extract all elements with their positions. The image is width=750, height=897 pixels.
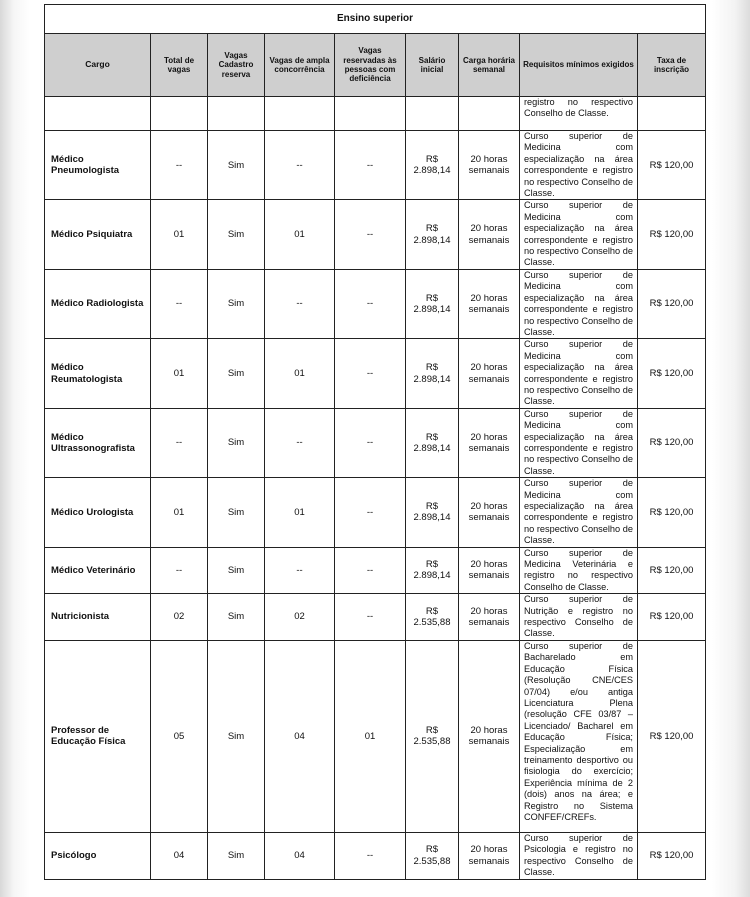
- cell-salario: R$ 2.898,14: [406, 547, 459, 594]
- cell-taxa: R$ 120,00: [638, 640, 706, 832]
- cell-ampla-concorrencia: --: [265, 408, 335, 477]
- header-row: [45, 34, 706, 97]
- continuation-requisitos: registro no respectivo Conselho de Classe.: [520, 97, 638, 131]
- cell-pcd: --: [335, 131, 406, 200]
- continuation-row: [45, 97, 706, 131]
- cell-requisitos: Curso superior de Medicina com especialização na área correspondente e registro no respectivo Conselho de Classe.: [520, 269, 638, 338]
- table-row: [45, 478, 706, 547]
- cell-total-vagas: 01: [151, 339, 208, 408]
- cell-cadastro-reserva: Sim: [208, 547, 265, 594]
- cell-cadastro-reserva: Sim: [208, 131, 265, 200]
- cell-cargo: Nutricionista: [45, 594, 151, 641]
- cell-total-vagas: --: [151, 131, 208, 200]
- cell-carga: 20 horas semanais: [459, 131, 520, 200]
- cell-cargo: Médico Veterinário: [45, 547, 151, 594]
- cell-cadastro-reserva: Sim: [208, 269, 265, 338]
- cell-ampla-concorrencia: 02: [265, 594, 335, 641]
- cell-requisitos: Curso superior de Medicina com especialização na área correspondente e registro no respectivo Conselho de Classe.: [520, 200, 638, 269]
- cell-cargo: Médico Reumatologista: [45, 339, 151, 408]
- cell-total-vagas: --: [151, 408, 208, 477]
- cell-requisitos: Curso superior de Medicina Veterinária e registro no respectivo Conselho de Classe.: [520, 547, 638, 594]
- header-taxa: Taxa de inscrição: [638, 34, 706, 97]
- table-row: [45, 640, 706, 832]
- cell-taxa: R$ 120,00: [638, 594, 706, 641]
- header-pcd: Vagas reservadas às pessoas com deficiência: [335, 34, 406, 97]
- cell-carga: 20 horas semanais: [459, 200, 520, 269]
- cell-cadastro-reserva: Sim: [208, 339, 265, 408]
- table-row: [45, 832, 706, 879]
- cell-salario: R$ 2.898,14: [406, 478, 459, 547]
- cell-carga: 20 horas semanais: [459, 408, 520, 477]
- cell-ampla-concorrencia: --: [265, 547, 335, 594]
- cell-ampla-concorrencia: 01: [265, 339, 335, 408]
- header-ampla-concorrencia: Vagas de ampla concorrência: [265, 34, 335, 97]
- cell-salario: R$ 2.898,14: [406, 408, 459, 477]
- cell-pcd: --: [335, 339, 406, 408]
- cell-ampla-concorrencia: 04: [265, 640, 335, 832]
- cell-pcd: 01: [335, 640, 406, 832]
- vacancy-table: [44, 4, 706, 880]
- table-row: [45, 547, 706, 594]
- table-row: [45, 269, 706, 338]
- cell-requisitos: Curso superior de Medicina com especialização na área correspondente e registro no respectivo Conselho de Classe.: [520, 131, 638, 200]
- cell-taxa: R$ 120,00: [638, 478, 706, 547]
- table-row: [45, 339, 706, 408]
- cell-carga: 20 horas semanais: [459, 640, 520, 832]
- cell-cadastro-reserva: Sim: [208, 594, 265, 641]
- cell-cadastro-reserva: Sim: [208, 640, 265, 832]
- table-title: Ensino superior: [45, 5, 706, 34]
- cell-cadastro-reserva: Sim: [208, 478, 265, 547]
- cell-salario: R$ 2.535,88: [406, 594, 459, 641]
- cell-cadastro-reserva: Sim: [208, 832, 265, 879]
- cell-carga: 20 horas semanais: [459, 832, 520, 879]
- cell-ampla-concorrencia: --: [265, 131, 335, 200]
- cell-total-vagas: --: [151, 269, 208, 338]
- cell-total-vagas: 05: [151, 640, 208, 832]
- cell-requisitos: Curso superior de Bacharelado em Educação Física (Resolução CNE/CES 07/04) e/ou antiga Licenciatura Plena (resolução CFE 03/87 – Licenciado/ Bacharel em Educação Física; Especialização em treinamento desportivo ou fisiologia do exercício; Experiência mínima de 2 (dois) anos na área; e Registro no Sistema CONFEF/CREFs.: [520, 640, 638, 832]
- cell-requisitos: Curso superior de Medicina com especialização na área correspondente e registro no respectivo Conselho de Classe.: [520, 339, 638, 408]
- cell-total-vagas: 01: [151, 478, 208, 547]
- cell-salario: R$ 2.535,88: [406, 832, 459, 879]
- cell-ampla-concorrencia: 01: [265, 200, 335, 269]
- cell-taxa: R$ 120,00: [638, 200, 706, 269]
- cell-carga: 20 horas semanais: [459, 594, 520, 641]
- cell-taxa: R$ 120,00: [638, 547, 706, 594]
- cell-requisitos: Curso superior de Nutrição e registro no respectivo Conselho de Classe.: [520, 594, 638, 641]
- cell-salario: R$ 2.898,14: [406, 339, 459, 408]
- cell-ampla-concorrencia: --: [265, 269, 335, 338]
- cell-cargo: Médico Urologista: [45, 478, 151, 547]
- cell-pcd: --: [335, 594, 406, 641]
- cell-pcd: --: [335, 832, 406, 879]
- table-row: [45, 131, 706, 200]
- cell-carga: 20 horas semanais: [459, 478, 520, 547]
- table-row: [45, 200, 706, 269]
- cell-cargo: Médico Ultrassonografista: [45, 408, 151, 477]
- cell-taxa: R$ 120,00: [638, 408, 706, 477]
- cell-cargo: Médico Psiquiatra: [45, 200, 151, 269]
- cell-requisitos: Curso superior de Medicina com especialização na área correspondente e registro no respectivo Conselho de Classe.: [520, 478, 638, 547]
- cell-total-vagas: 01: [151, 200, 208, 269]
- cell-carga: 20 horas semanais: [459, 547, 520, 594]
- cell-taxa: R$ 120,00: [638, 339, 706, 408]
- cell-taxa: R$ 120,00: [638, 832, 706, 879]
- cell-cargo: Professor de Educação Física: [45, 640, 151, 832]
- cell-pcd: --: [335, 547, 406, 594]
- cell-cargo: Psicólogo: [45, 832, 151, 879]
- cell-cadastro-reserva: Sim: [208, 200, 265, 269]
- cell-pcd: --: [335, 478, 406, 547]
- cell-requisitos: Curso superior de Psicologia e registro no respectivo Conselho de Classe.: [520, 832, 638, 879]
- cell-ampla-concorrencia: 01: [265, 478, 335, 547]
- header-total-vagas: Total de vagas: [151, 34, 208, 97]
- cell-pcd: --: [335, 408, 406, 477]
- table-row: [45, 408, 706, 477]
- cell-ampla-concorrencia: 04: [265, 832, 335, 879]
- cell-cargo: Médico Radiologista: [45, 269, 151, 338]
- cell-salario: R$ 2.898,14: [406, 131, 459, 200]
- cell-salario: R$ 2.535,88: [406, 640, 459, 832]
- header-requisitos: Requisitos mínimos exigidos: [520, 34, 638, 97]
- cell-total-vagas: 04: [151, 832, 208, 879]
- table-body: [45, 131, 706, 880]
- header-salario: Salário inicial: [406, 34, 459, 97]
- cell-carga: 20 horas semanais: [459, 339, 520, 408]
- cell-salario: R$ 2.898,14: [406, 200, 459, 269]
- cell-total-vagas: --: [151, 547, 208, 594]
- header-cadastro-reserva: Vagas Cadastro reserva: [208, 34, 265, 97]
- cell-carga: 20 horas semanais: [459, 269, 520, 338]
- cell-pcd: --: [335, 269, 406, 338]
- cell-requisitos: Curso superior de Medicina com especialização na área correspondente e registro no respectivo Conselho de Classe.: [520, 408, 638, 477]
- header-cargo: Cargo: [45, 34, 151, 97]
- table-row: [45, 594, 706, 641]
- cell-taxa: R$ 120,00: [638, 269, 706, 338]
- header-carga: Carga horária semanal: [459, 34, 520, 97]
- cell-salario: R$ 2.898,14: [406, 269, 459, 338]
- cell-cargo: Médico Pneumologista: [45, 131, 151, 200]
- cell-taxa: R$ 120,00: [638, 131, 706, 200]
- cell-pcd: --: [335, 200, 406, 269]
- cell-total-vagas: 02: [151, 594, 208, 641]
- cell-cadastro-reserva: Sim: [208, 408, 265, 477]
